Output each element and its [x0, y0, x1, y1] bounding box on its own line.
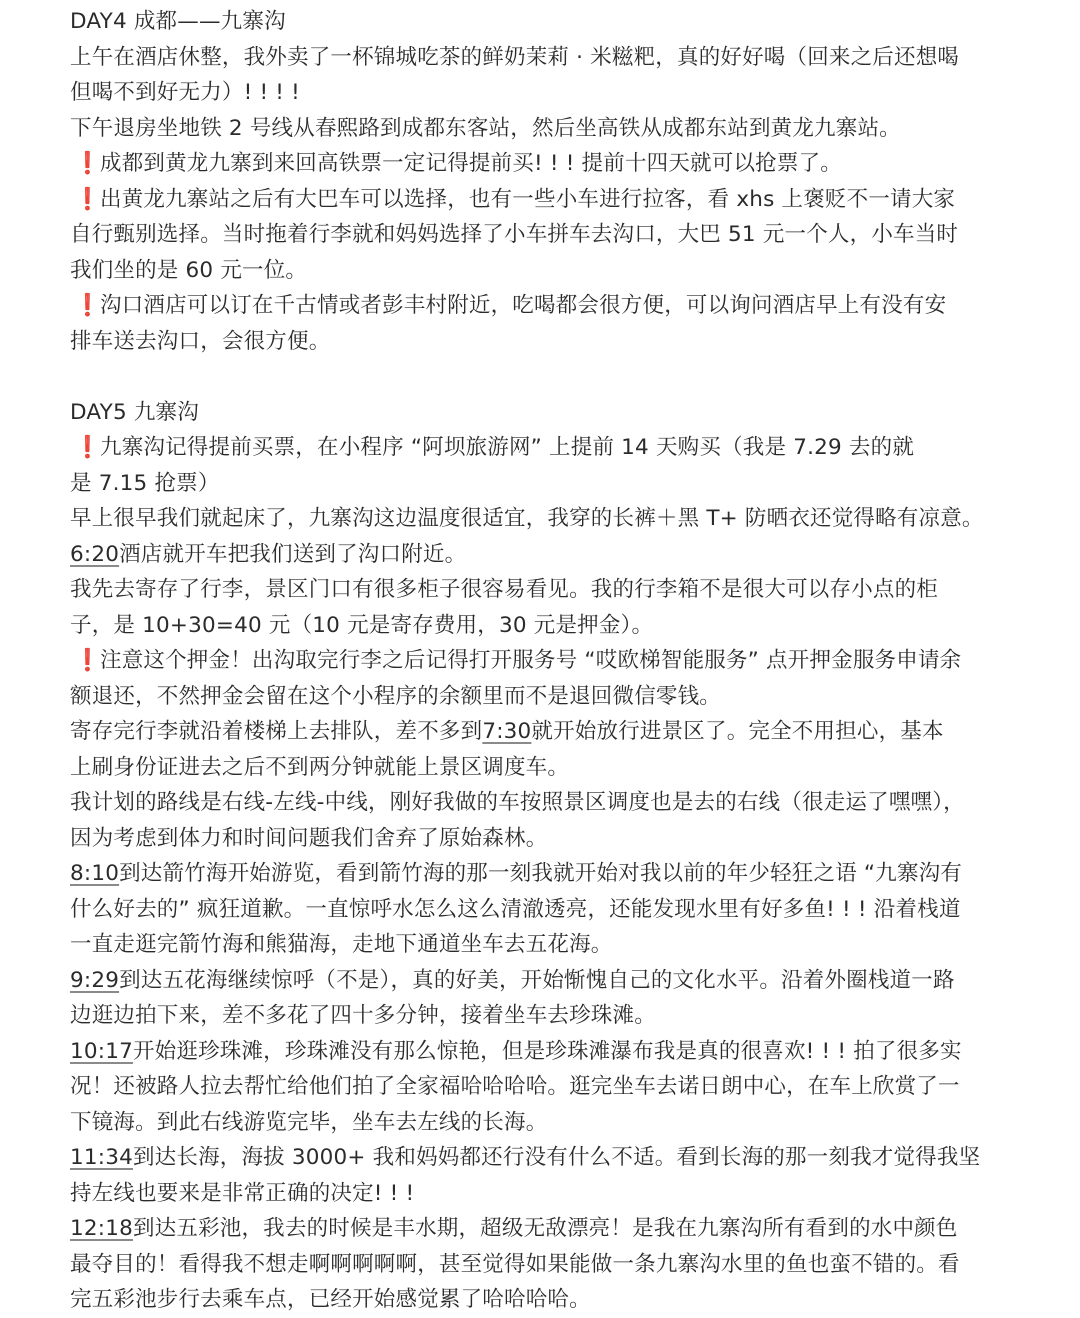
day5-line-18 [70, 1034, 1010, 1070]
exclamation-icon: ❗ [74, 151, 101, 176]
day5-line-9-text-b: 就开始放行进景区了。完全不用担心，基本 [531, 719, 944, 744]
day4-line-5-text: 出黄龙九寨站之后有大巴车可以选择，也有一些小车进行拉客，看 xhs 上褒贬不一请大家 [100, 186, 956, 212]
day5-line-9-text-a: 寄存完行李就沿着楼梯上去排队，差不多到 [70, 719, 483, 744]
timestamp: 11:34 [70, 1145, 133, 1170]
day4-line-8 [70, 288, 1010, 324]
day4-line-4 [70, 146, 1010, 182]
day5-line-6: 子，是 10+30=40 元（10 元是寄存费用，30 元是押金）。 [70, 612, 654, 638]
day5-line-23-text: 到达五彩池，我去的时候是丰水期，超级无敌漂亮！是我在九寨沟所有看到的水中颜色 [132, 1216, 958, 1241]
day4-line-1: 上午在酒店休整，我外卖了一杯锦城吃茶的鲜奶茉莉 · 米糍粑，真的好好喝（回来之后还想喝 [70, 44, 960, 70]
day4-heading: DAY4 成都——九寨沟 [70, 9, 286, 34]
day5-line-16 [70, 963, 1010, 999]
day5-line-11: 我计划的路线是右线-左线-中线，刚好我做的车按照景区调度也是去的右线（很走运了嘿嘿）， [70, 790, 965, 815]
day5-line-18-text: 开始逛珍珠滩，珍珠滩没有那么惊艳，但是珍珠滩瀑布我是真的很喜欢! ! ! 拍了很多实 [132, 1038, 962, 1064]
day5-line-23 [70, 1211, 1010, 1247]
day5-line-16-text: 到达五花海继续惊呼（不是），真的好美，开始惭愧自己的文化水平。沿着外圈栈道一路 [119, 967, 955, 993]
exclamation-icon: ❗ [74, 435, 101, 460]
day5-line-12: 因为考虑到体力和时间问题我们舍弃了原始森林。 [70, 825, 548, 851]
day4-line-9: 排车送去沟口，会很方便。 [70, 328, 331, 354]
timestamp: 7:30 [482, 719, 532, 744]
day5-line-14: 什么好去的” 疯狂道歉。一直惊呼水怎么这么清澈透亮，还能发现水里有好多鱼! ! ! 沿着栈道 [70, 896, 961, 922]
exclamation-icon: ❗ [74, 648, 101, 673]
day4-line-2: 但喝不到好无力）! ! ! ! [70, 80, 300, 105]
day5-line-4 [70, 537, 1010, 573]
day5-heading: DAY5 九寨沟 [70, 399, 199, 425]
day5-line-15: 一直走逛完箭竹海和熊猫海，走地下通道坐车去五花海。 [70, 932, 613, 957]
day4-line-5 [70, 182, 1010, 218]
day5-line-13-text: 到达箭竹海开始游览，看到箭竹海的那一刻我就开始对我以前的年少轻狂之语 “九寨沟有 [119, 861, 963, 886]
section-spacer [70, 359, 1010, 395]
timestamp: 9:29 [70, 967, 120, 993]
day5-line-13 [70, 856, 1010, 892]
day5-line-3: 早上很早我们就起床了，九寨沟这边温度很适宜，我穿的长裤＋黑 T+ 防晒衣还觉得略有凉意。 [70, 506, 984, 531]
day5-line-8: 额退还，不然押金会留在这个小程序的余额里而不是退回微信零钱。 [70, 683, 722, 709]
exclamation-icon: ❗ [74, 186, 101, 212]
day5-line-10: 上刷身份证进去之后不到两分钟就能上景区调度车。 [70, 754, 570, 780]
day4-line-7: 我们坐的是 60 元一位。 [70, 257, 308, 283]
day5-line-25: 完五彩池步行去乘车点，已经开始感觉累了哈哈哈哈。 [70, 1287, 591, 1312]
day4-line-6: 自行甄别选择。当时拖着行李就和妈妈选择了小车拼车去沟口，大巴 51 元一个人，小车当时 [70, 222, 959, 247]
day4-line-3: 下午退房坐地铁 2 号线从春熙路到成都东客站，然后坐高铁从成都东站到黄龙九寨站。 [70, 115, 901, 141]
day5-line-1 [70, 430, 1010, 466]
exclamation-icon: ❗ [74, 293, 101, 318]
day5-line-5: 我先去寄存了行李，景区门口有很多柜子很容易看见。我的行李箱不是很大可以存小点的柜 [70, 577, 939, 602]
day5-line-2: 是 7.15 抢票） [70, 470, 220, 496]
day4-line-8-text: 沟口酒店可以订在千古情或者彭丰村附近，吃喝都会很方便，可以询问酒店早上有没有安 [100, 293, 947, 318]
day5-line-9 [70, 714, 1010, 750]
day4-line-4-text: 成都到黄龙九寨到来回高铁票一定记得提前买! ! ! 提前十四天就可以抢票了。 [100, 151, 842, 176]
day5-line-4-text: 酒店就开车把我们送到了沟口附近。 [119, 541, 467, 567]
day5-line-24: 最夺目的！看得我不想走啊啊啊啊啊，甚至觉得如果能做一条九寨沟水里的鱼也蛮不错的。看 [70, 1251, 960, 1277]
timestamp: 10:17 [70, 1038, 133, 1064]
timestamp: 8:10 [70, 861, 120, 886]
day5-line-21 [70, 1140, 1010, 1176]
day5-line-21-text: 到达长海，海拔 3000+ 我和妈妈都还行没有什么不适。看到长海的那一刻我才觉得我坚 [132, 1145, 981, 1170]
day5-line-22: 持左线也要来是非常正确的决定! ! ! [70, 1180, 415, 1206]
day5-line-20: 下镜海。到此右线游览完毕，坐车去左线的长海。 [70, 1109, 548, 1135]
timestamp: 6:20 [70, 541, 120, 567]
day5-line-7 [70, 643, 1010, 679]
day5-line-19: 况！还被路人拉去帮忙给他们拍了全家福哈哈哈哈。逛完坐车去诺日朗中心，在车上欣赏了一 [70, 1074, 960, 1099]
day5-line-17: 边逛边拍下来，差不多花了四十多分钟，接着坐车去珍珠滩。 [70, 1003, 656, 1028]
timestamp: 12:18 [70, 1216, 133, 1241]
day5-line-7-text: 注意这个押金！出沟取完行李之后记得打开服务号 “哎欧梯智能服务” 点开押金服务申请余 [100, 648, 962, 673]
day5-line-1-text: 九寨沟记得提前买票，在小程序 “阿坝旅游网” 上提前 14 天购买（我是 7.29 去的就 [100, 435, 915, 460]
